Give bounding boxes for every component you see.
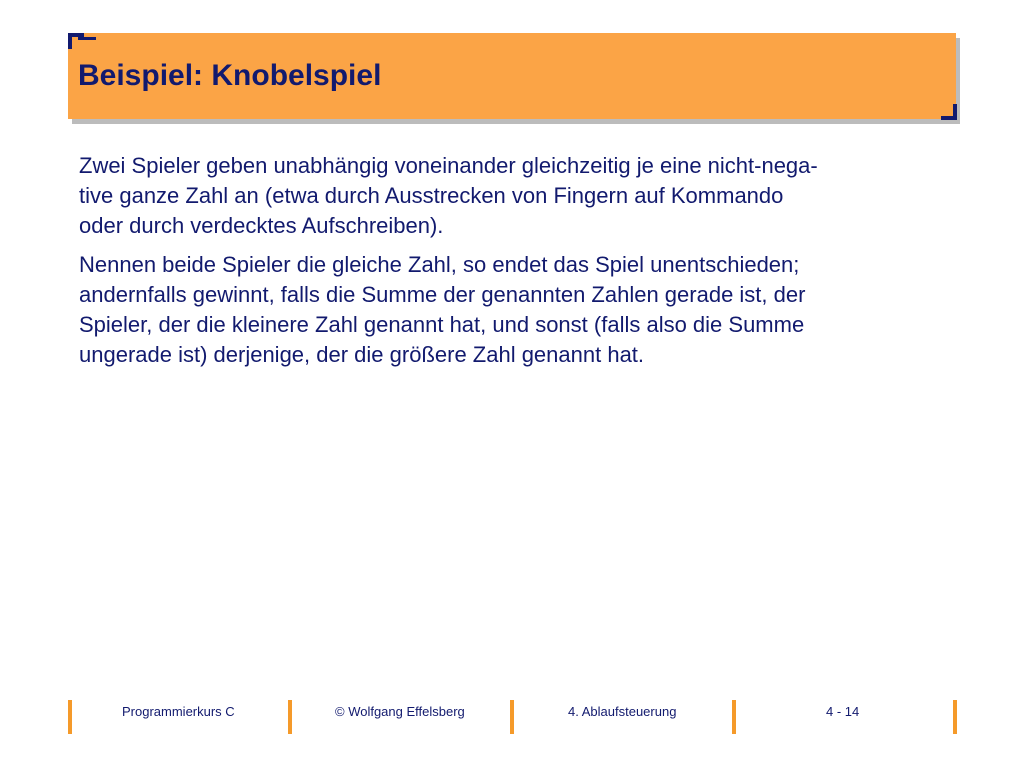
footer-divider	[68, 700, 72, 734]
footer-page-number: 4 - 14	[826, 704, 860, 719]
footer-divider	[510, 700, 514, 734]
footer-author: © Wolfgang Effelsberg	[335, 704, 465, 719]
footer-course: Programmierkurs C	[122, 704, 235, 719]
title-corner-bottom-right	[941, 104, 957, 120]
footer-chapter: 4. Ablaufsteuerung	[568, 704, 677, 719]
footer-divider	[288, 700, 292, 734]
paragraph-rules-outcome: Nennen beide Spieler die gleiche Zahl, so endet das Spiel unentschieden; andernfalls gewinnt, falls die Summe der genannten Zahlen gerade ist, der Spieler, der die kleinere Zahl genannt hat, und sonst (falls also die Summe ungerade ist) derjenige, der die größere Zahl genannt hat.	[79, 252, 806, 367]
title-corner-top-left-accent	[78, 37, 96, 40]
slide-body	[79, 151, 949, 379]
title-corner-top-left	[68, 33, 84, 49]
paragraph-rules-input: Zwei Spieler geben unabhängig voneinander gleichzeitig je eine nicht-nega- tive ganze Zahl an (etwa durch Ausstrecken von Fingern auf Kommando oder durch verdecktes Aufschreiben).	[79, 153, 818, 238]
slide-title: Beispiel: Knobelspiel	[78, 59, 382, 92]
footer-divider	[953, 700, 957, 734]
footer-divider	[732, 700, 736, 734]
